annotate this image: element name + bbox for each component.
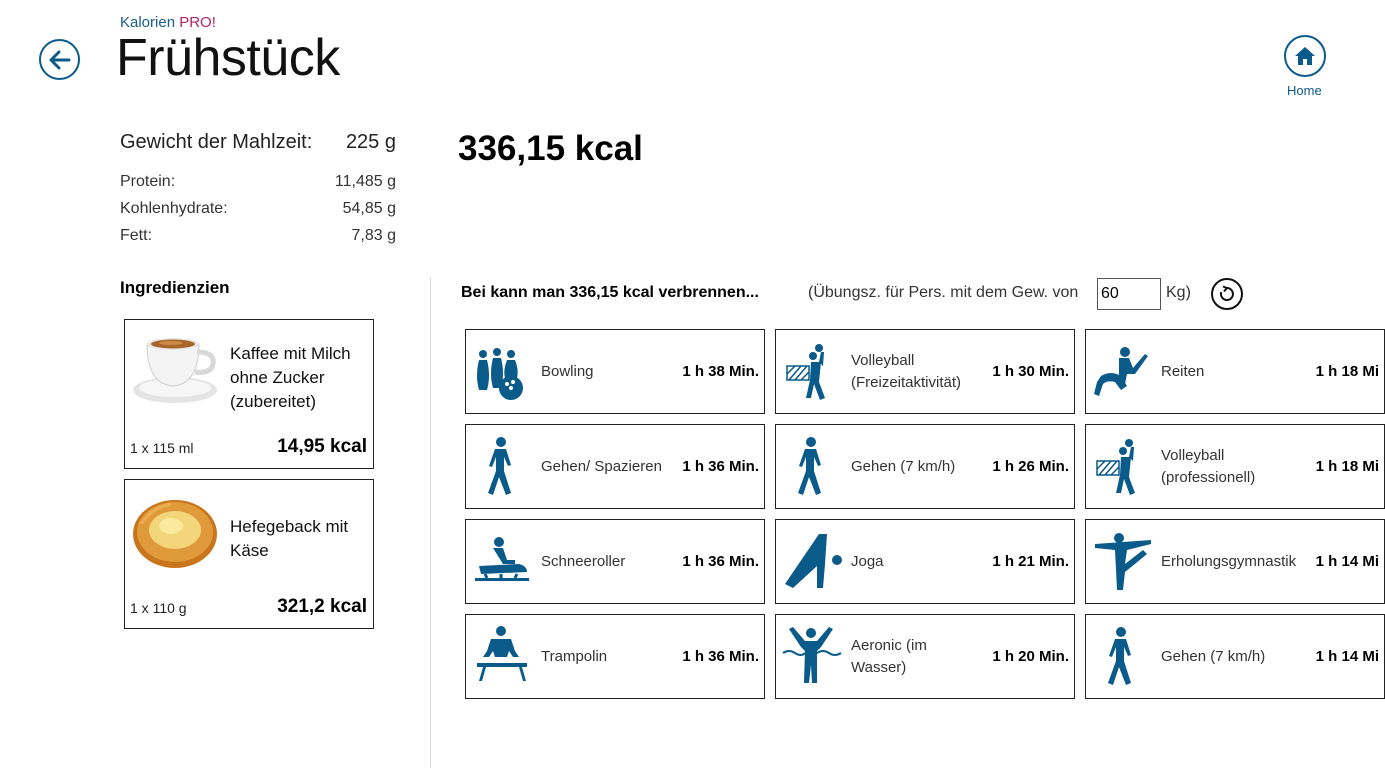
activity-time: 1 h 38 Min. — [682, 363, 759, 380]
burn-heading: Bei kann man 336,15 kcal verbrennen... — [461, 284, 759, 301]
walking-icon — [1091, 625, 1153, 687]
activity-time: 1 h 20 Min. — [992, 648, 1069, 665]
nutrient-label-carbs: Kohlenhydrate: — [120, 200, 228, 217]
ingredient-kcal: 321,2 kcal — [277, 596, 367, 617]
activity-card[interactable] — [775, 519, 1075, 604]
home-button[interactable] — [1284, 35, 1326, 77]
pastry-icon — [131, 494, 219, 570]
activity-name: Volleyball (professionell) — [1161, 446, 1256, 486]
activity-name: Schneeroller — [541, 552, 626, 570]
volleyball-icon — [1091, 435, 1153, 497]
bowling-icon — [471, 340, 533, 402]
volleyball-icon — [781, 340, 843, 402]
refresh-icon — [1218, 285, 1236, 303]
activity-time: 1 h 18 Mi — [1315, 458, 1379, 475]
walking-icon — [471, 435, 533, 497]
activity-name: Trampolin — [541, 647, 608, 665]
activity-card[interactable] — [465, 519, 765, 604]
arrow-left-icon — [48, 48, 72, 72]
activity-card[interactable] — [775, 424, 1075, 509]
meal-weight-label: Gewicht der Mahlzeit: — [120, 131, 313, 153]
activity-name: Gehen (7 km/h) — [851, 457, 956, 475]
nutrient-label-protein: Protein: — [120, 173, 176, 190]
activity-name: Erholungsgymnastik — [1161, 552, 1297, 570]
brand-suffix: PRO! — [179, 14, 216, 31]
back-button[interactable] — [39, 39, 80, 80]
home-icon — [1294, 45, 1316, 67]
activity-name: Aeronic (im Wasser) — [851, 636, 927, 676]
activity-card[interactable] — [1085, 519, 1385, 604]
brand-prefix: Kalorien — [120, 14, 176, 31]
activity-card[interactable] — [1085, 614, 1385, 699]
activity-time: 1 h 18 Mi — [1315, 363, 1379, 380]
trampoline-icon — [471, 625, 533, 687]
nutrient-value-protein: 11,485 g — [334, 173, 396, 190]
ingredient-name: Kaffee mit Milch ohne Zucker (zubereitet) — [230, 344, 351, 411]
activity-time: 1 h 14 Mi — [1315, 648, 1379, 665]
page-title: Frühstück — [116, 29, 340, 87]
burn-weight-suffix: Kg) — [1166, 284, 1191, 301]
activity-time: 1 h 14 Mi — [1315, 553, 1379, 570]
ingredient-name: Hefegeback mit Käse — [230, 517, 349, 560]
nutrient-label-fat: Fett: — [120, 227, 153, 244]
ingredient-quantity: 1 x 110 g — [130, 600, 187, 616]
ingredient-quantity: 1 x 115 ml — [130, 440, 194, 456]
ingredient-card[interactable] — [124, 319, 374, 469]
ingredient-card[interactable] — [124, 479, 374, 629]
snowmobile-icon — [471, 530, 533, 592]
meal-weight-value: 225 g — [345, 131, 396, 153]
activity-name: Gehen (7 km/h) — [1161, 647, 1266, 665]
activity-name: Bowling — [541, 362, 594, 380]
walking-icon — [781, 435, 843, 497]
water-aerobics-icon — [781, 625, 843, 687]
gymnastics-icon — [1091, 530, 1153, 592]
total-kcal: 336,15 kcal — [458, 129, 643, 168]
ingredient-kcal: 14,95 kcal — [277, 436, 367, 457]
recalculate-button[interactable] — [1211, 278, 1243, 310]
activity-card[interactable] — [465, 329, 765, 414]
ingredients-heading: Ingredienzien — [120, 278, 230, 297]
activity-name: Joga — [851, 552, 884, 570]
activity-card[interactable] — [1085, 329, 1385, 414]
yoga-icon — [781, 530, 843, 592]
nutrient-value-fat: 7,83 g — [351, 227, 396, 244]
body-weight-input[interactable] — [1097, 278, 1161, 310]
home-label[interactable]: Home — [1287, 83, 1322, 98]
burn-weight-prefix: (Übungsz. für Pers. mit dem Gew. von — [808, 284, 1079, 301]
activity-name: Gehen/ Spazieren — [541, 457, 662, 475]
activity-time: 1 h 21 Min. — [992, 553, 1069, 570]
activity-time: 1 h 36 Min. — [682, 553, 759, 570]
activity-card[interactable] — [775, 614, 1075, 699]
activity-card[interactable] — [1085, 424, 1385, 509]
coffee-cup-icon — [131, 330, 221, 410]
activity-time: 1 h 26 Min. — [992, 458, 1069, 475]
activity-time: 1 h 36 Min. — [682, 458, 759, 475]
activity-time: 1 h 36 Min. — [682, 648, 759, 665]
activity-name: Volleyball (Freizeitaktivität) — [851, 351, 962, 391]
activity-time: 1 h 30 Min. — [992, 363, 1069, 380]
nutrient-value-carbs: 54,85 g — [342, 200, 396, 217]
activity-card[interactable] — [465, 614, 765, 699]
horse-riding-icon — [1091, 340, 1153, 402]
activity-card[interactable] — [465, 424, 765, 509]
activity-card[interactable] — [775, 329, 1075, 414]
activity-name: Reiten — [1161, 362, 1205, 380]
section-divider — [430, 277, 431, 768]
